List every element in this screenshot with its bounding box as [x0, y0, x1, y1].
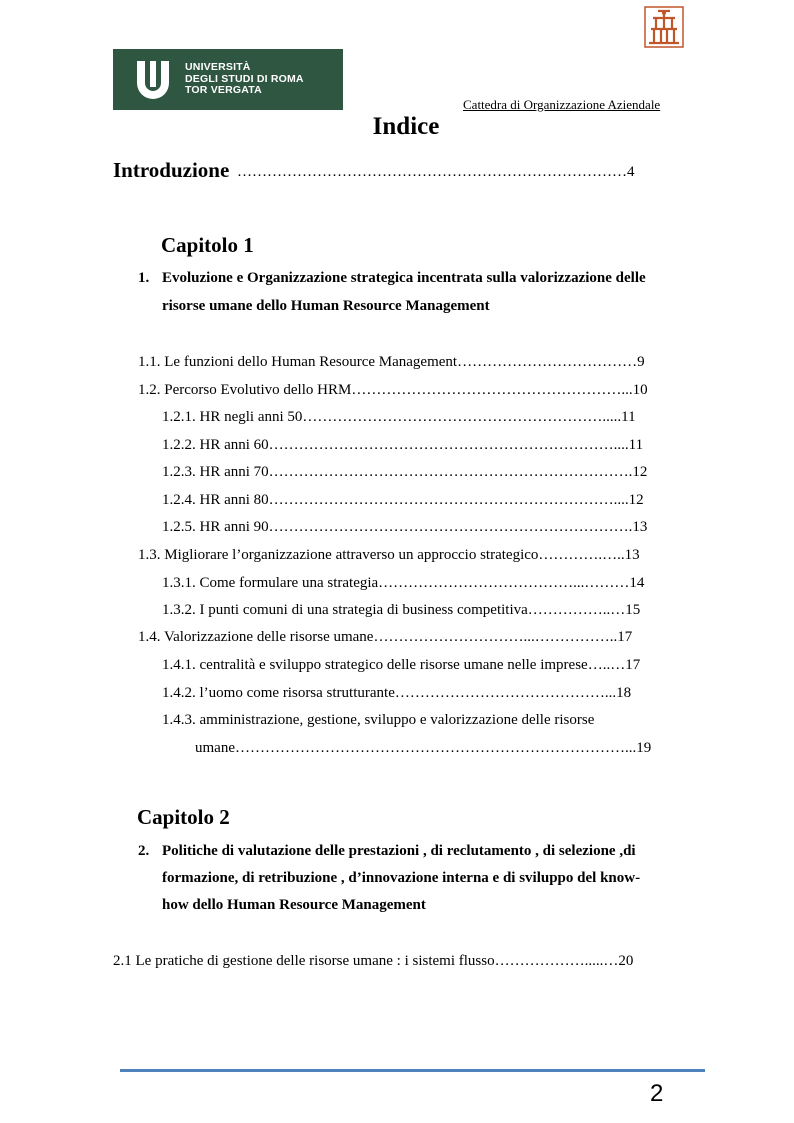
columns-emblem-icon	[644, 6, 684, 48]
logo-text	[185, 62, 304, 97]
logo-line-2: DEGLI STUDI DI ROMA	[185, 72, 304, 85]
toc-entry: umane……………………………………………………………………...19	[195, 740, 652, 756]
toc-entry: 2.1 Le pratiche di gestione delle risorse umane : i sistemi flusso……………….....…20	[113, 953, 634, 969]
chapter-2-title-line-2: formazione, di retribuzione , d’innovazione interna e di sviluppo del know-	[162, 870, 641, 886]
footer-rule	[120, 1069, 705, 1072]
chapter-2-number: 2.	[138, 843, 150, 859]
toc-entry: 1.2.2. HR anni 60……………………………………………………………....11	[162, 437, 644, 453]
toc-entry: 1.2.1. HR negli anni 50…………………………………………………….....11	[162, 409, 636, 425]
chapter-2-title-line-1: Politiche di valutazione delle prestazioni , di reclutamento , di selezione ,di	[162, 843, 636, 859]
toc-intro-label: Introduzione	[113, 158, 230, 182]
toc-entry: 1.2.3. HR anni 70……………………………………………………………….12	[162, 464, 648, 480]
toc-entry: 1.2.5. HR anni 90……………………………………………………………….13	[162, 519, 648, 535]
toc-intro-dots: ……………………………………………………………………4	[237, 164, 635, 180]
toc-entry: 1.2. Percorso Evolutivo dello HRM………………………………………………...10	[138, 382, 648, 398]
department-name: Cattedra di Organizzazione Aziendale	[463, 97, 661, 112]
toc-entry: 1.1. Le funzioni dello Human Resource Management………………………………9	[138, 354, 645, 370]
chapter-2-title-line-3: how dello Human Resource Management	[162, 897, 426, 913]
chapter-1-heading: Capitolo 1	[161, 233, 254, 257]
toc-entry: 1.3. Migliorare l’organizzazione attraverso un approccio strategico………….…..13	[138, 547, 640, 563]
toc-entry: 1.3.2. I punti comuni di una strategia di business competitiva……………..…15	[162, 602, 641, 618]
university-logo	[113, 49, 343, 110]
toc-entry: 1.3.1. Come formulare una strategia…………………………………...………14	[162, 575, 645, 591]
toc-entry: 1.4.2. l’uomo come risorsa strutturante……………………………………...18	[162, 685, 632, 701]
chapter-1-title-line-1: Evoluzione e Organizzazione strategica incentrata sulla valorizzazione delle	[162, 270, 646, 286]
toc-entry: 1.4. Valorizzazione delle risorse umane…………………………...……………..17	[138, 629, 633, 645]
toc-entry: 1.2.4. HR anni 80……………………………………………………………....12	[162, 492, 644, 508]
page-number: 2	[650, 1080, 664, 1107]
university-emblem-icon	[133, 59, 173, 99]
toc-entry: 1.4.1. centralità e sviluppo strategico delle risorse umane nelle imprese…..…17	[162, 657, 641, 673]
page-title: Indice	[372, 113, 440, 140]
chapter-1-title-line-2: risorse umane dello Human Resource Management	[162, 298, 490, 314]
chapter-1-number: 1.	[138, 270, 150, 286]
logo-line-3: TOR VERGATA	[185, 84, 262, 96]
toc-entry: 1.4.3. amministrazione, gestione, sviluppo e valorizzazione delle risorse	[162, 712, 595, 728]
logo-line-1: UNIVERSITÀ	[185, 61, 251, 73]
chapter-2-heading: Capitolo 2	[137, 805, 230, 829]
